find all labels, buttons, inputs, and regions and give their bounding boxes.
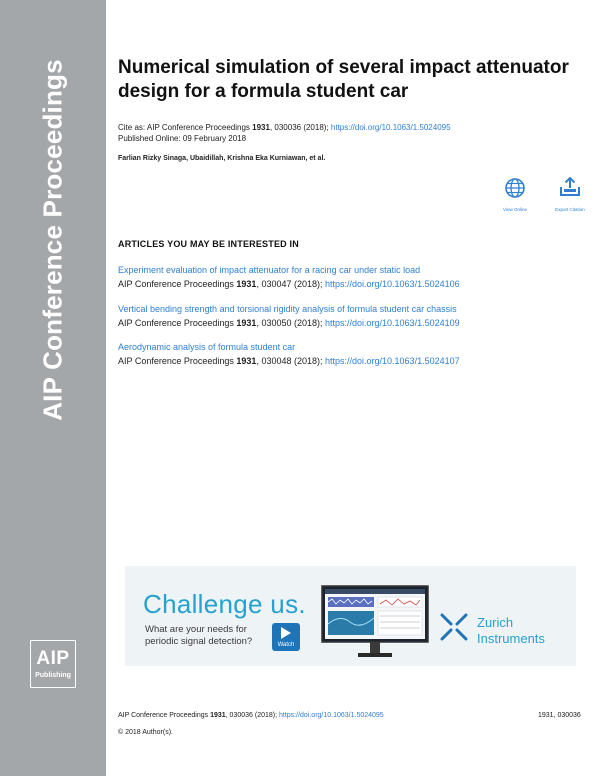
footer-rest: , 030036 (2018); — [225, 712, 279, 719]
export-citation-label: Export Citation — [555, 207, 585, 212]
ref-prefix: AIP Conference Proceedings — [118, 318, 237, 328]
ref-volume: 1931 — [236, 279, 257, 289]
authors-line: Farlian Rizky Sinaga, Ubaidillah, Krishna Eka Kurniawan, et al. — [118, 155, 326, 162]
ad-subline: What are your needs for periodic signal detection? — [145, 624, 253, 647]
monitor-illustration — [320, 584, 430, 659]
footer-citation — [118, 711, 384, 721]
related-article-title-link[interactable]: Vertical bending strength and torsional rigidity analysis of formula student car chassis — [118, 304, 457, 314]
ref-prefix: AIP Conference Proceedings — [118, 356, 237, 366]
cite-doi-link[interactable]: https://doi.org/10.1063/1.5024095 — [330, 123, 451, 132]
watch-button[interactable] — [272, 623, 300, 651]
footer-doi-link[interactable]: https://doi.org/10.1063/1.5024095 — [279, 712, 384, 719]
ref-rest: , 030050 (2018); — [256, 318, 325, 328]
ref-volume: 1931 — [236, 356, 257, 366]
view-online-label: View Online — [503, 207, 527, 212]
related-article-reference — [118, 277, 588, 291]
watch-label: Watch — [277, 642, 295, 648]
footer-page-number: 1931, 030036 — [538, 712, 581, 719]
play-icon — [281, 627, 291, 639]
paper-title: Numerical simulation of several impact attenuator design for a formula student car — [118, 57, 569, 102]
ref-volume: 1931 — [236, 318, 257, 328]
zurich-instruments-logo-icon — [439, 612, 469, 642]
ref-doi-link[interactable]: https://doi.org/10.1063/1.5024109 — [325, 318, 460, 328]
related-article-reference — [118, 354, 588, 368]
logo-big-text: AIP — [36, 648, 70, 669]
ref-rest: , 030048 (2018); — [256, 356, 325, 366]
ref-rest: , 030047 (2018); — [256, 279, 325, 289]
logo-small-text: Publishing — [35, 672, 71, 679]
published-date: Published Online: 09 February 2018 — [118, 134, 247, 143]
export-citation-button[interactable] — [550, 177, 590, 212]
related-articles-heading: ARTICLES YOU MAY BE INTERESTED IN — [118, 239, 299, 249]
cite-rest: , 030036 (2018); — [269, 123, 331, 132]
related-article-title-link[interactable]: Aerodynamic analysis of formula student car — [118, 342, 296, 352]
related-article — [118, 264, 588, 291]
journal-vertical-title: AIP Conference Proceedings — [37, 59, 68, 421]
view-online-button[interactable] — [495, 177, 535, 212]
ref-prefix: AIP Conference Proceedings — [118, 279, 237, 289]
related-article — [118, 341, 588, 368]
ad-headline: Challenge us. — [143, 589, 306, 619]
sidebar — [0, 0, 106, 776]
cite-prefix: Cite as: AIP Conference Proceedings — [118, 123, 253, 132]
globe-icon — [504, 177, 526, 199]
ref-doi-link[interactable]: https://doi.org/10.1063/1.5024107 — [325, 356, 460, 366]
aip-publishing-logo[interactable] — [30, 640, 76, 688]
advertisement-banner[interactable] — [125, 566, 576, 666]
related-article-title-link[interactable]: Experiment evaluation of impact attenuator for a racing car under static load — [118, 265, 421, 275]
copyright-notice: © 2018 Author(s). — [118, 729, 173, 736]
footer-prefix: AIP Conference Proceedings — [118, 712, 211, 719]
related-article — [118, 303, 588, 330]
cite-volume: 1931 — [252, 123, 270, 132]
export-icon — [558, 177, 582, 199]
ref-doi-link[interactable]: https://doi.org/10.1063/1.5024106 — [325, 279, 460, 289]
footer-volume: 1931 — [210, 712, 226, 719]
related-article-reference — [118, 316, 588, 330]
ad-company-name: Zurich Instruments — [477, 615, 545, 646]
